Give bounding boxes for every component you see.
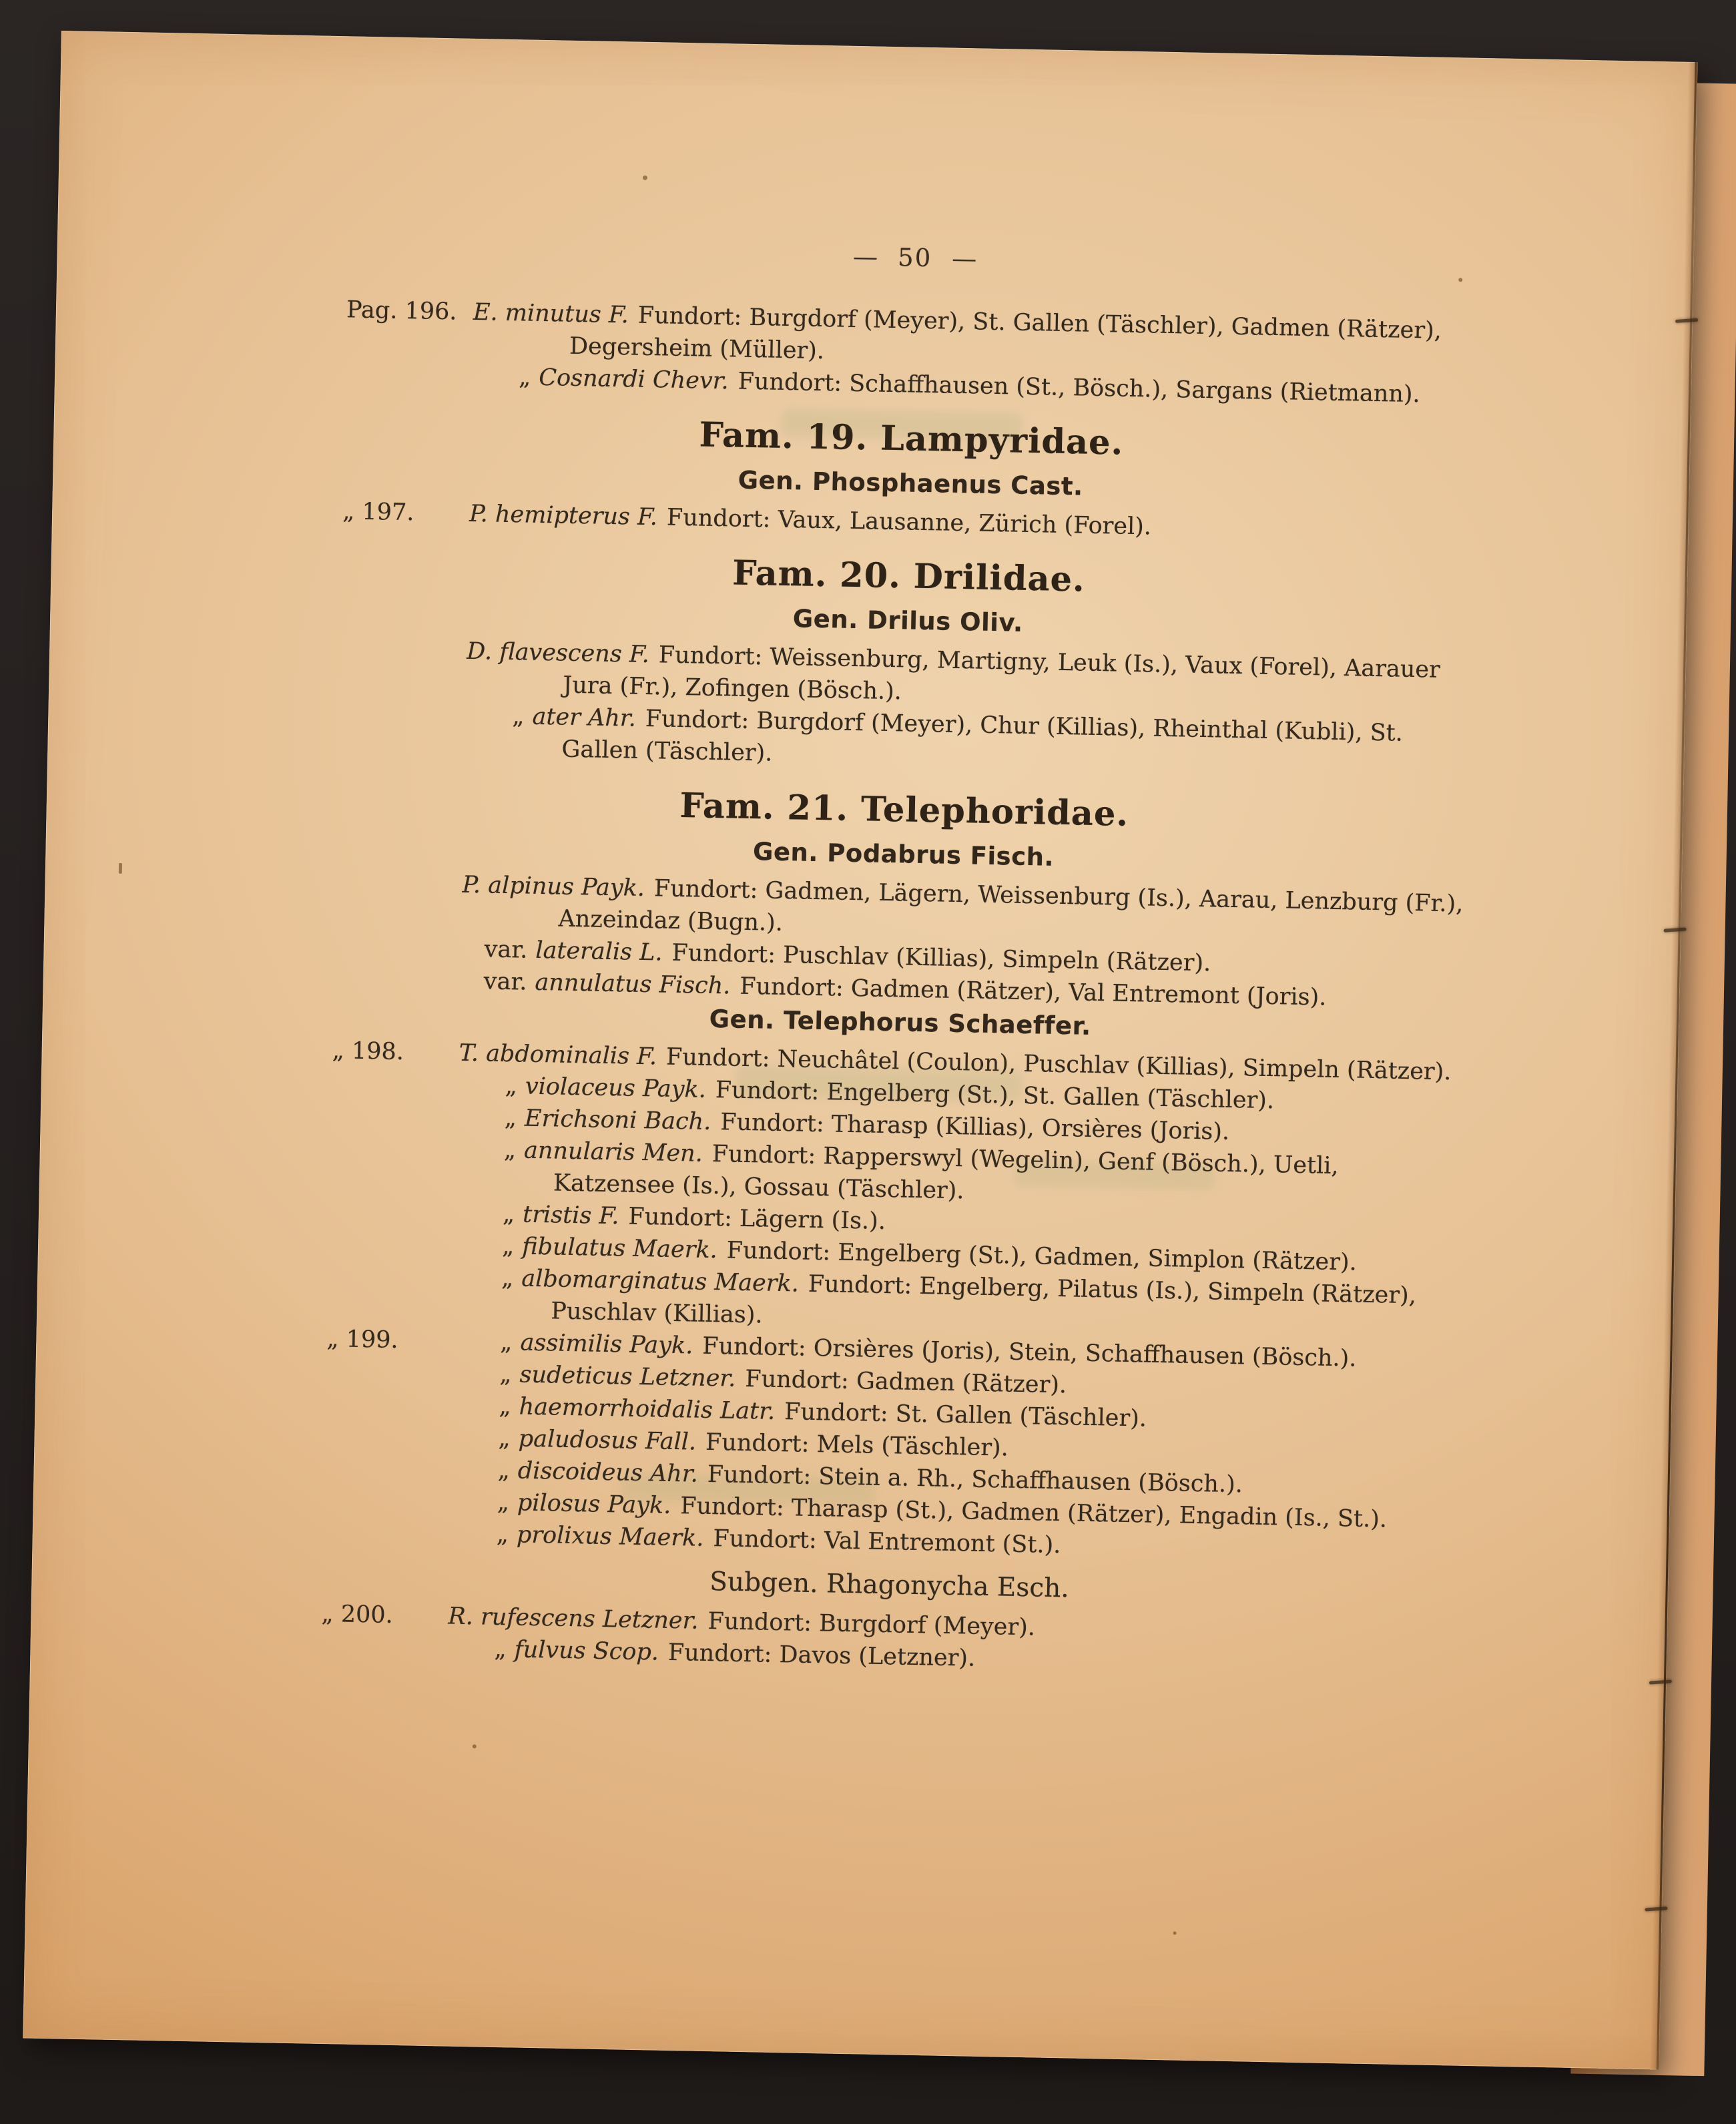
entry-lead: „ — [505, 1073, 518, 1100]
entry-gutter: „ 199. — [326, 1325, 398, 1354]
genus-heading-drilus: Gen. Drilus Oliv. — [792, 604, 1024, 637]
species-name: P. hemipterus F. — [469, 500, 658, 531]
genus-heading-telephorus: Gen. Telephorus Schaeffer. — [709, 1004, 1092, 1041]
species-name: lateralis L. — [535, 937, 663, 967]
species-name: D. flavescens F. — [466, 637, 650, 669]
genus-heading-podabrus: Gen. Podabrus Fisch. — [752, 837, 1055, 872]
species-name: violaceus Payk. — [525, 1073, 707, 1103]
entry-lead: „ — [503, 1137, 517, 1164]
locality-text: Fundort: Weissenburg, Martigny, Leuk (Is.), Vaux (Forel), Aarauer Jura (Fr.), Zofingen (Bösch.). — [562, 641, 1441, 706]
locality-text: Fundort: Puschlav (Killias), Simpeln (Rätzer). — [671, 939, 1211, 977]
entry-lead: „ — [501, 1265, 514, 1292]
page-number: 50 — [897, 243, 932, 273]
locality-text: Fundort: Val Entremont (St.). — [713, 1525, 1061, 1559]
entry-gutter: „ 200. — [321, 1600, 394, 1629]
locality-text: Fundort: Davos (Letzner). — [667, 1639, 976, 1672]
locality-text: Fundort: Lägern (Is.). — [628, 1203, 886, 1236]
locality-text: Fundort: Burgdorf (Meyer), St. Gallen (Täschler), Gadmen (Rätzer), Degersheim (Müller). — [569, 302, 1442, 365]
locality-text: Fundort: Engelberg (St.), St. Gallen (Täschler). — [715, 1077, 1275, 1115]
family-heading-drilidae: Fam. 20. Drilidae. — [732, 553, 1086, 600]
entry-lead: „ — [504, 1105, 517, 1132]
entry-lead: „ — [494, 1635, 507, 1663]
scanned-page — [23, 31, 1697, 2070]
entry-lead: „ — [500, 1328, 513, 1356]
paper-speck — [1173, 1932, 1177, 1935]
entry-gutter: „ 197. — [342, 498, 414, 527]
species-name: annulatus Fisch. — [535, 969, 731, 1000]
locality-text: Fundort: Stein a. Rh., Schaffhausen (Bösch.). — [707, 1461, 1243, 1499]
entry-lead: var. — [483, 968, 527, 996]
species-name: tristis F. — [522, 1201, 619, 1230]
entry-lead: „ — [512, 703, 525, 730]
species-name: discoideus Ahr. — [517, 1457, 699, 1488]
species-name: T. abdominalis F. — [459, 1039, 657, 1071]
entry-lead: „ — [499, 1360, 512, 1388]
species-name: fulvus Scop. — [514, 1636, 659, 1666]
family-heading-lampyridae: Fam. 19. Lampyridae. — [699, 415, 1124, 463]
species-name: ater Ahr. — [532, 703, 637, 732]
genus-heading-phosphaenus: Gen. Phosphaenus Cast. — [738, 465, 1084, 501]
locality-text: Fundort: Vaux, Lausanne, Zürich (Forel). — [666, 504, 1152, 541]
entry-lead: „ — [496, 1521, 509, 1549]
locality-text: Fundort: Rapperswyl (Wegelin), Genf (Bösch.), Uetli, Katzensee (Is.), Gossau (Täschler). — [553, 1141, 1339, 1205]
locality-text: Fundort: Tharasp (St.), Gadmen (Rätzer), Engadin (Is., St.). — [679, 1493, 1388, 1533]
species-name: paludosus Fall. — [518, 1425, 697, 1456]
locality-text: Fundort: Burgdorf (Meyer), Chur (Killias), Rheinthal (Kubli), St. Gallen (Täschler). — [561, 705, 1404, 767]
entry-lead: „ — [498, 1424, 511, 1452]
dash-right: — — [951, 244, 977, 274]
locality-text: Fundort: Schaffhausen (St., Bösch.), Sargans (Rietmann). — [738, 368, 1421, 409]
species-name: assimilis Payk. — [520, 1329, 693, 1360]
entry-lead: „ — [518, 364, 531, 391]
locality-text: Fundort: Engelberg, Pilatus (Is.), Simpeln (Rätzer), Puschlav (Killias). — [550, 1270, 1417, 1329]
entry-lead: „ — [499, 1392, 512, 1420]
species-name: prolixus Maerk. — [516, 1521, 704, 1552]
locality-text: Fundort: Tharasp (Killias), Orsières (Joris). — [719, 1109, 1230, 1145]
entry-lead: var. — [484, 936, 528, 964]
paper-speck — [119, 863, 122, 874]
locality-text: Fundort: Orsières (Joris), Stein, Schaffhausen (Bösch.). — [701, 1332, 1357, 1372]
dash-left: — — [852, 242, 878, 272]
species-name: fibulatus Maerk. — [521, 1233, 718, 1264]
entry-gutter: Pag. 196. — [346, 296, 457, 326]
entry-lead: „ — [497, 1489, 510, 1517]
subgenus-heading-rhagonycha: Subgen. Rhagonycha Esch. — [709, 1567, 1070, 1604]
entry-lead: „ — [501, 1233, 515, 1260]
species-name: pilosus Payk. — [517, 1489, 671, 1519]
species-name: Cosnardi Chevr. — [538, 364, 730, 395]
entry-gutter: „ 198. — [332, 1037, 404, 1066]
entry-lead: „ — [497, 1456, 511, 1485]
locality-text: Fundort: Gadmen (Rätzer). — [745, 1366, 1067, 1399]
species-name: albomarginatus Maerk. — [521, 1265, 800, 1298]
species-name: haemorrhoidalis Latr. — [519, 1393, 776, 1425]
locality-text: Fundort: Neuchâtel (Coulon), Puschlav (Killias), Simpeln (Rätzer). — [665, 1043, 1452, 1086]
species-name: P. alpinus Payk. — [462, 871, 645, 902]
locality-text: Fundort: Gadmen (Rätzer), Val Entremont (Joris). — [739, 973, 1327, 1011]
locality-text: Fundort: Burgdorf (Meyer). — [707, 1608, 1036, 1641]
locality-text: Fundort: Mels (Täschler). — [705, 1428, 1009, 1462]
page-number-row — [347, 231, 1482, 285]
locality-text: Fundort: Gadmen, Lägern, Weissenburg (Is.), Aarau, Lenzburg (Fr.), Anzeindaz (Bugn.). — [558, 875, 1464, 937]
species-name: Erichsoni Bach. — [524, 1105, 711, 1135]
locality-text: Fundort: Engelberg (St.), Gadmen, Simplon (Rätzer). — [726, 1237, 1358, 1276]
entry-lead: „ — [502, 1201, 515, 1228]
page-content — [320, 36, 1486, 1683]
species-name: sudeticus Letzner. — [519, 1361, 736, 1392]
species-name: R. rufescens Letzner. — [448, 1603, 699, 1635]
family-heading-telephoridae: Fam. 21. Telephoridae. — [679, 786, 1129, 834]
paper-speck — [473, 1744, 477, 1748]
species-name: E. minutus F. — [473, 298, 629, 329]
locality-text: Fundort: St. Gallen (Täschler). — [784, 1398, 1147, 1432]
species-name: annularis Men. — [523, 1137, 703, 1167]
